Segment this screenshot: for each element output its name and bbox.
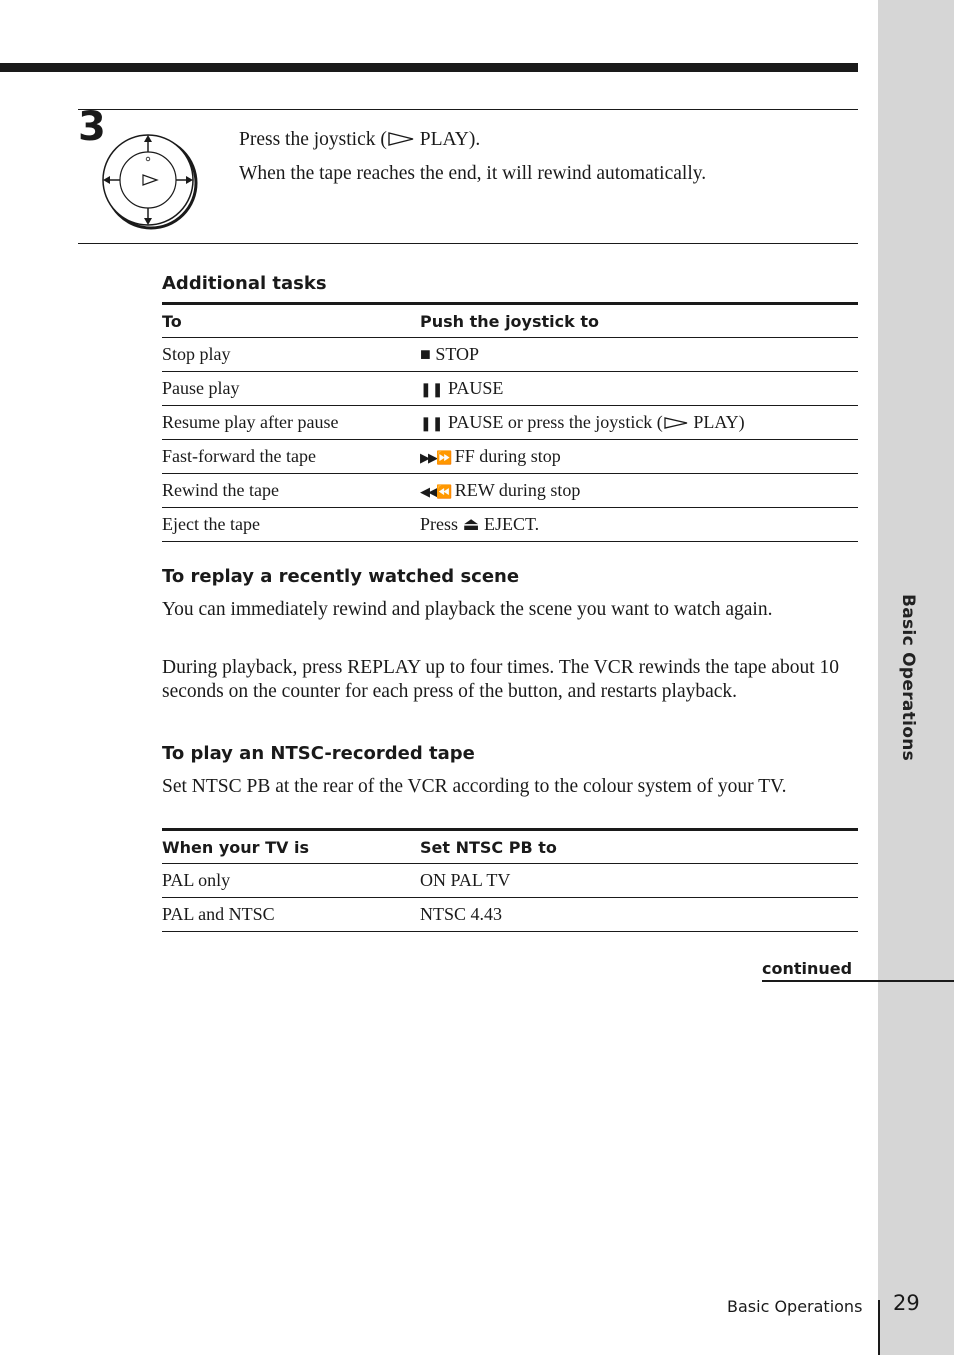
page-number: 29 xyxy=(893,1291,920,1315)
column-header-to: To xyxy=(162,304,420,338)
ntsc-para xyxy=(162,775,842,799)
table-row xyxy=(162,898,858,932)
column-header-push: Push the joystick to xyxy=(420,304,858,338)
joystick-icon xyxy=(98,128,202,232)
task-action: Eject the tape xyxy=(162,508,420,542)
step-line1-suffix: PLAY). xyxy=(414,129,481,150)
instruction-text: PAUSE xyxy=(443,378,504,398)
task-instruction xyxy=(420,406,858,440)
column-header-tv: When your TV is xyxy=(162,830,420,864)
replay-para-2-text: During playback, press REPLAY up to four times. The VCR rewinds the tape about 10 seconds on the counter for each press of the button, and restarts playback. xyxy=(162,657,839,702)
play-triangle-icon xyxy=(387,131,415,147)
instruction-text: PAUSE or press the joystick ( xyxy=(443,412,663,432)
additional-tasks-table xyxy=(162,302,858,542)
step-top-rule xyxy=(78,109,858,110)
column-header-setting: Set NTSC PB to xyxy=(420,830,858,864)
continued-label: continued xyxy=(762,959,853,978)
replay-para-1 xyxy=(162,598,842,622)
eject-icon: Press ⏏ xyxy=(420,514,480,534)
step-bottom-rule xyxy=(78,243,858,244)
task-instruction xyxy=(420,508,858,542)
instruction-text: EJECT. xyxy=(479,514,540,534)
task-action: Stop play xyxy=(162,338,420,372)
task-instruction xyxy=(420,372,858,406)
ntsc-heading: To play an NTSC-recorded tape xyxy=(162,743,475,764)
stop-icon: ■ xyxy=(420,344,431,364)
step-instruction xyxy=(239,127,480,153)
table-row xyxy=(162,864,858,898)
instruction-trailing: PLAY) xyxy=(688,412,745,432)
replay-para-2 xyxy=(162,656,842,704)
table-row xyxy=(162,406,858,440)
table-header-row xyxy=(162,830,858,864)
ntsc-para-text: Set NTSC PB at the rear of the VCR according to the colour system of your TV. xyxy=(162,776,787,797)
additional-tasks-heading: Additional tasks xyxy=(162,273,327,294)
tv-type: PAL and NTSC xyxy=(162,898,420,932)
top-bar xyxy=(0,63,858,72)
pause-icon: ❚❚ xyxy=(420,383,444,398)
ntsc-setting: NTSC 4.43 xyxy=(420,898,858,932)
fast-forward-icon: ▶▶⏩ xyxy=(420,450,451,465)
side-tab-label: Basic Operations xyxy=(898,594,918,762)
continued-rule xyxy=(762,980,954,982)
task-instruction xyxy=(420,338,858,372)
play-triangle-icon xyxy=(663,416,689,430)
instruction-text: REW during stop xyxy=(450,480,581,500)
table-row xyxy=(162,440,858,474)
step-number: 3 xyxy=(78,104,106,150)
task-instruction xyxy=(420,440,858,474)
pause-icon: ❚❚ xyxy=(420,417,444,432)
tv-type: PAL only xyxy=(162,864,420,898)
table-row xyxy=(162,372,858,406)
instruction-text: FF during stop xyxy=(450,446,561,466)
table-row xyxy=(162,508,858,542)
replay-heading: To replay a recently watched scene xyxy=(162,566,520,587)
task-action: Pause play xyxy=(162,372,420,406)
replay-para-1-text: You can immediately rewind and playback the scene you want to watch again. xyxy=(162,599,773,620)
ntsc-setting: ON PAL TV xyxy=(420,864,858,898)
step-result: When the tape reaches the end, it will rewind automatically. xyxy=(239,163,707,184)
ntsc-table xyxy=(162,828,858,932)
page-number-rule xyxy=(878,1300,880,1355)
rewind-icon: ◀◀⏪ xyxy=(420,484,451,499)
table-row xyxy=(162,474,858,508)
task-action: Resume play after pause xyxy=(162,406,420,440)
table-header-row xyxy=(162,304,858,338)
instruction-text: STOP xyxy=(430,344,480,364)
task-action: Rewind the tape xyxy=(162,474,420,508)
footer-section-label: Basic Operations xyxy=(727,1297,863,1316)
task-action: Fast-forward the tape xyxy=(162,440,420,474)
table-row xyxy=(162,338,858,372)
task-instruction xyxy=(420,474,858,508)
step-line1-prefix: Press the joystick ( xyxy=(239,129,387,150)
